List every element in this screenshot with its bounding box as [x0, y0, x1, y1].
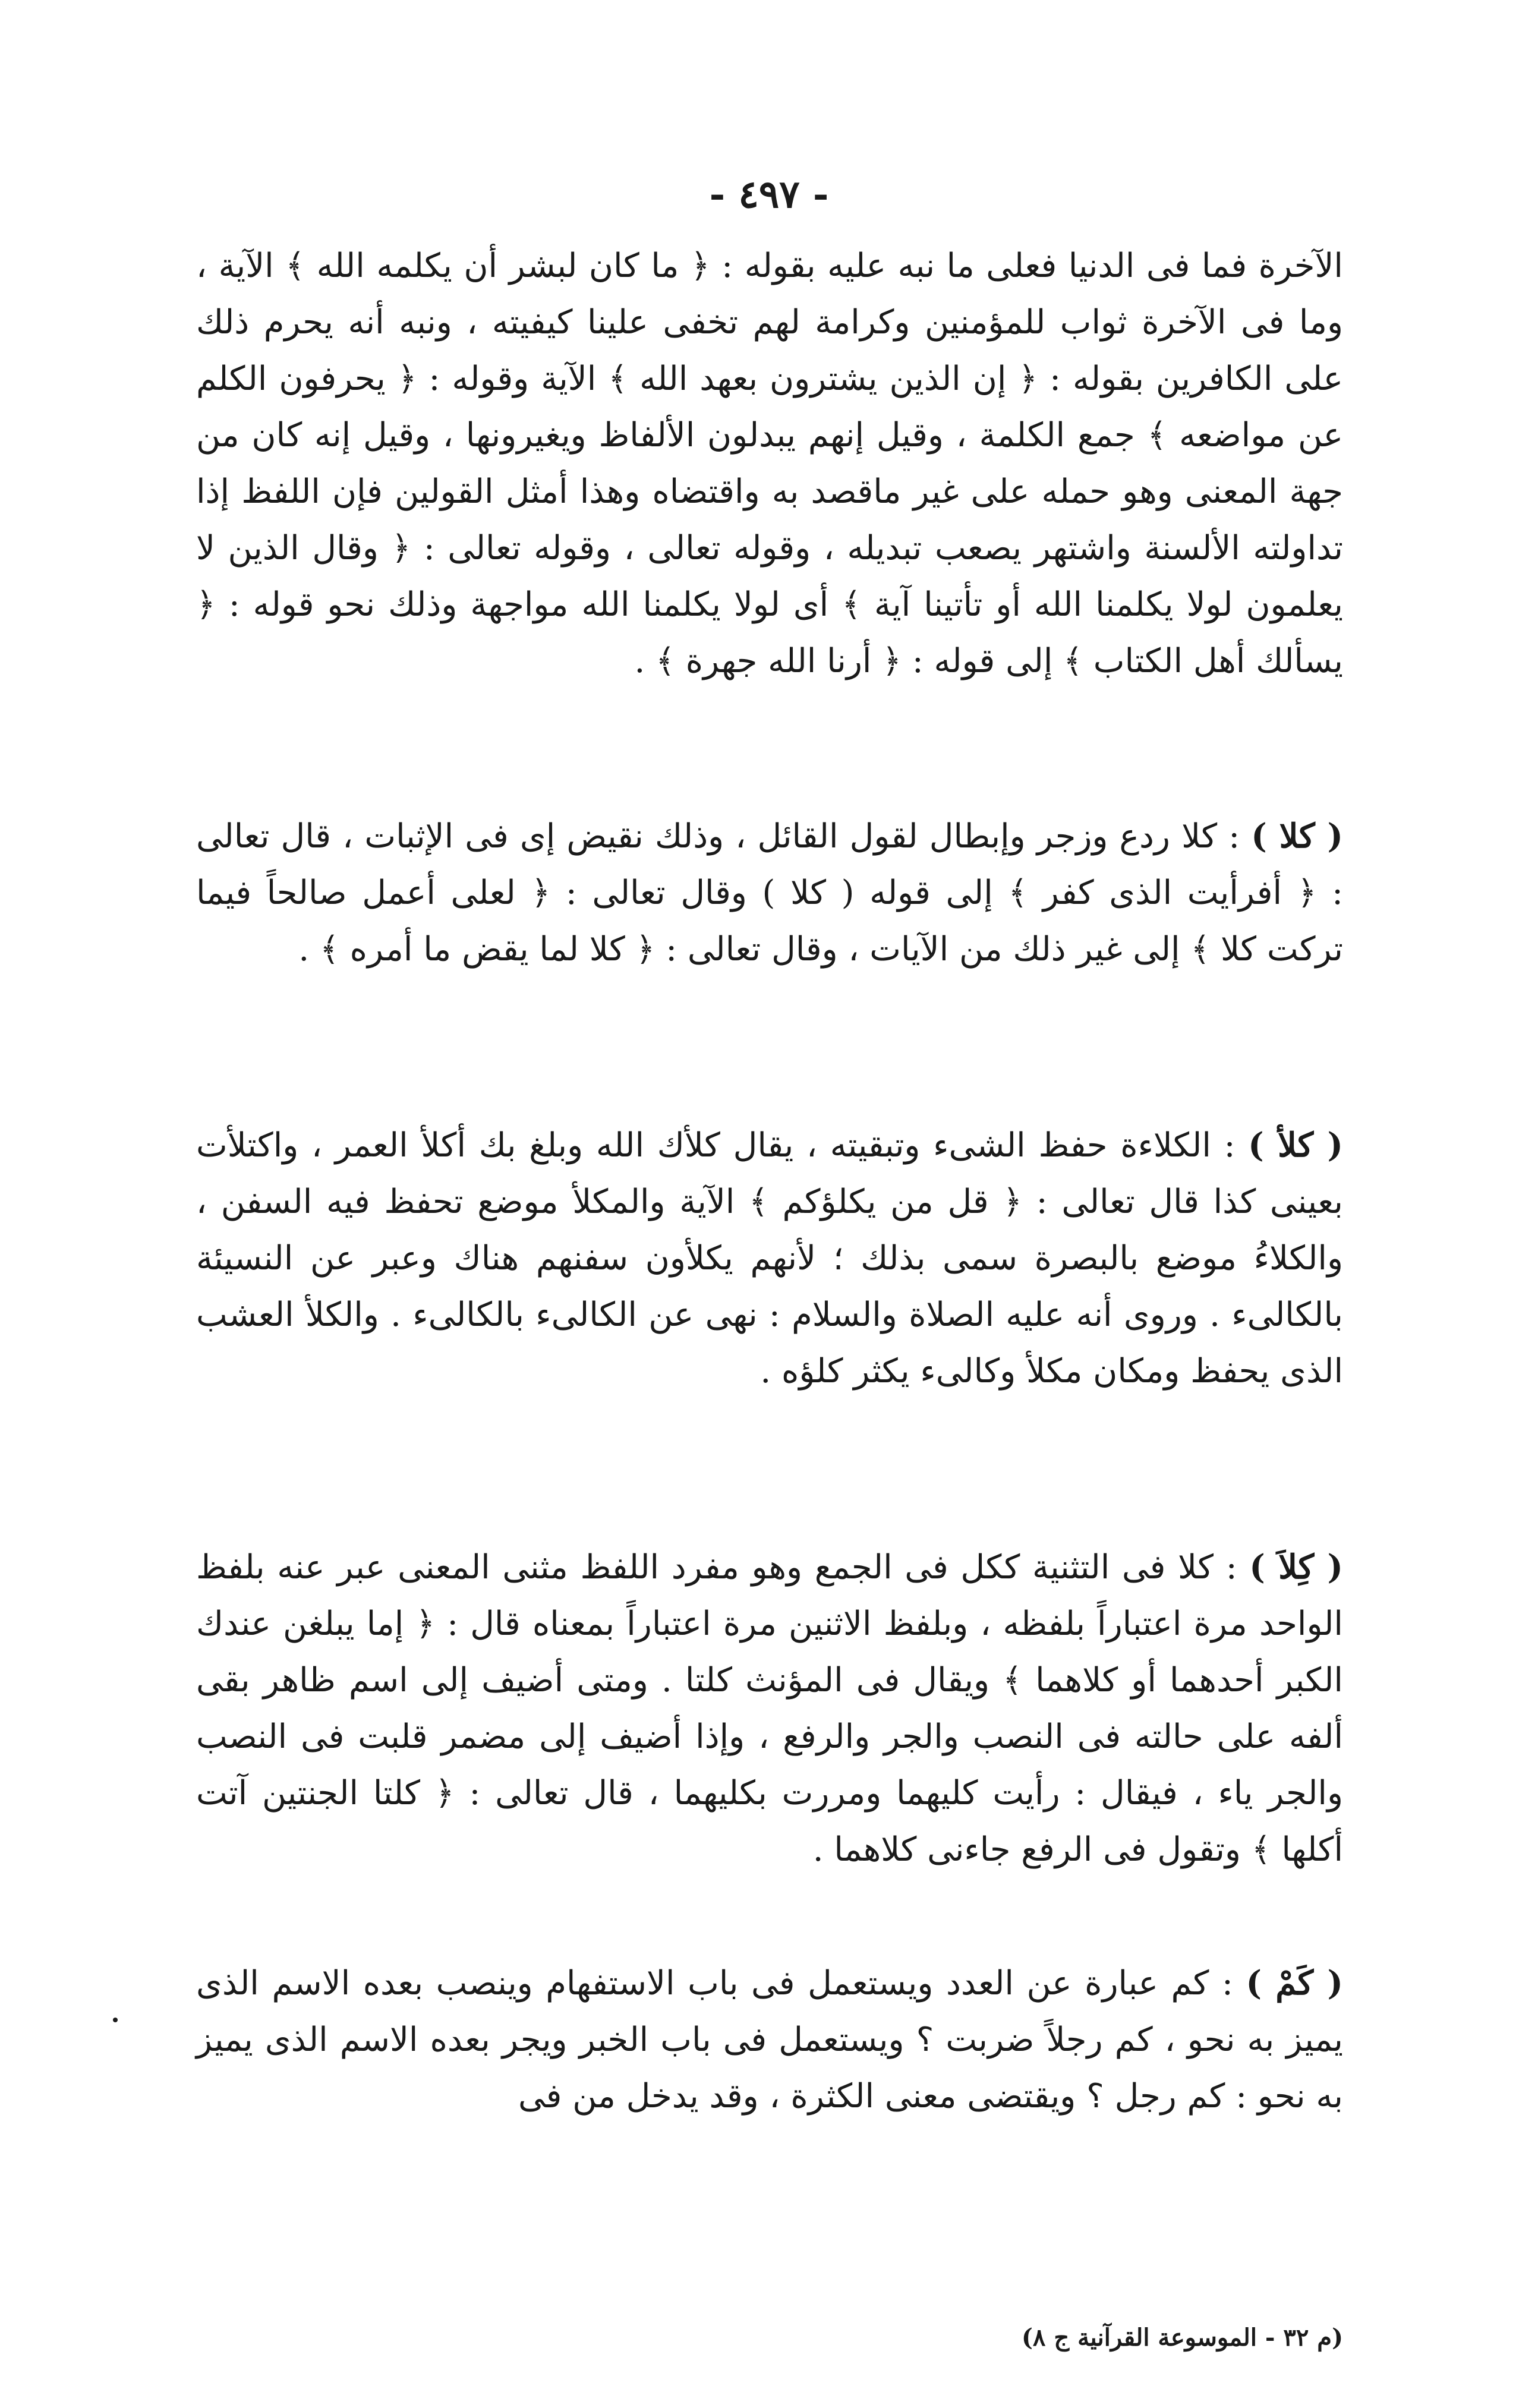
margin-dot: [113, 2018, 118, 2022]
entry-kila: [196, 1539, 1343, 1878]
page-number: - ٤٩٧ -: [709, 172, 829, 217]
entry-heading: ( كِلاَ ): [1249, 1547, 1344, 1587]
entry-body: : كم عبارة عن العدد ويستعمل فى باب الاستفهام وينصب بعده الاسم الذى يميز به نحو ، كم رجلاً ضربت ؟ ويستعمل فى باب الخبر ويجر بعده الاسم الذى يميز به نحو : كم رجل ؟ ويقتضى معنى الكثرة ، وقد يدخل من فى: [196, 1964, 1343, 2116]
paragraph-text: [196, 1539, 1343, 1878]
entry-body: : الكلاءة حفظ الشىء وتبقيته ، يقال كلأك الله وبلغ بك أكلأ العمر ، واكتلأت بعينى كذا قال تعالى : ﴿ قل من يكلؤكم ﴾ الآية والمكلأ موضع تحفظ فيه السفن ، والكلاءُ موضع بالبصرة سمى بذلك ؛ لأنهم يكلأون سفنهم هناك وعبر عن النسيئة بالكالىء . وروى أنه عليه الصلاة والسلام : نهى عن الكالىء بالكالىء . والكلأ العشب الذى يحفظ ومكان مكلأ وكالىء يكثر كلؤه .: [196, 1126, 1344, 1391]
entry-kalla: [196, 808, 1343, 978]
paragraph-text: [196, 1117, 1343, 1400]
page-footer: (م ٣٢ - الموسوعة القرآنية ج ٨): [1021, 2324, 1343, 2352]
entry-body: : كلا ردع وزجر وإبطال لقول القائل ، وذلك نقيض إى فى الإثبات ، قال تعالى : ﴿ أفرأيت الذى كفر ﴾ إلى قوله ( كلا ) وقال تعالى : ﴿ لعلى أعمل صالحاً فيما تركت كلا ﴾ إلى غير ذلك من الآيات ، وقال تعالى : ﴿ كلا لما يقض ما أمره ﴾ .: [196, 817, 1343, 969]
entry-kam: [196, 1955, 1343, 2125]
entry-body: الآخرة فما فى الدنيا فعلى ما نبه عليه بقوله : ﴿ ما كان لبشر أن يكلمه الله ﴾ الآية ، وما فى الآخرة ثواب للمؤمنين وكرامة لهم تخفى علينا كيفيته ، ونبه أنه يحرم ذلك على الكافرين بقوله : ﴿ إن الذين يشترون بعهد الله ﴾ الآية وقوله : ﴿ يحرفون الكلم عن مواضعه ﴾ جمع الكلمة ، وقيل إنهم يبدلون الألفاظ ويغيرونها ، وقيل إنه كان من جهة المعنى وهو حمله على غير ماقصد به واقتضاه وهذا أمثل القولين فإن اللفظ إذا تداولته الألسنة واشتهر يصعب تبديله ، وقوله تعالى ، وقوله تعالى : ﴿ وقال الذين لا يعلمون لولا يكلمنا الله أو تأتينا آية ﴾ أى لولا يكلمنا الله مواجهة وذلك نحو قوله : ﴿ يسألك أهل الكتاب ﴾ إلى قوله : ﴿ أرنا الله جهرة ﴾ .: [196, 247, 1343, 680]
entry-body: : كلا فى التثنية ككل فى الجمع وهو مفرد اللفظ مثنى المعنى عبر عنه بلفظ الواحد مرة اعتباراً بلفظه ، وبلفظ الاثنين مرة اعتباراً بمعناه قال : ﴿ إما يبلغن عندك الكبر أحدهما أو كلاهما ﴾ ويقال فى المؤنث كلتا . ومتى أضيف إلى اسم ظاهر بقى ألفه على حالته فى النصب والجر والرفع ، وإذا أضيف إلى مضمر قلبت فى النصب والجر ياء ، فيقال : رأيت كليهما ومررت بكليهما ، قال تعالى : ﴿ كلتا الجنتين آتت أكلها ﴾ وتقول فى الرفع جاءنى كلاهما .: [196, 1548, 1344, 1869]
entry-heading: ( كلأ ): [1248, 1126, 1343, 1165]
paragraph-continuation: [196, 238, 1343, 689]
paragraph-text: [196, 808, 1343, 978]
entry-kala: [196, 1117, 1343, 1400]
paragraph-text: [196, 238, 1343, 689]
entry-heading: ( كلا ): [1251, 817, 1344, 856]
paragraph-text: [196, 1955, 1343, 2125]
entry-heading: ( كَمْ ): [1246, 1963, 1343, 2003]
